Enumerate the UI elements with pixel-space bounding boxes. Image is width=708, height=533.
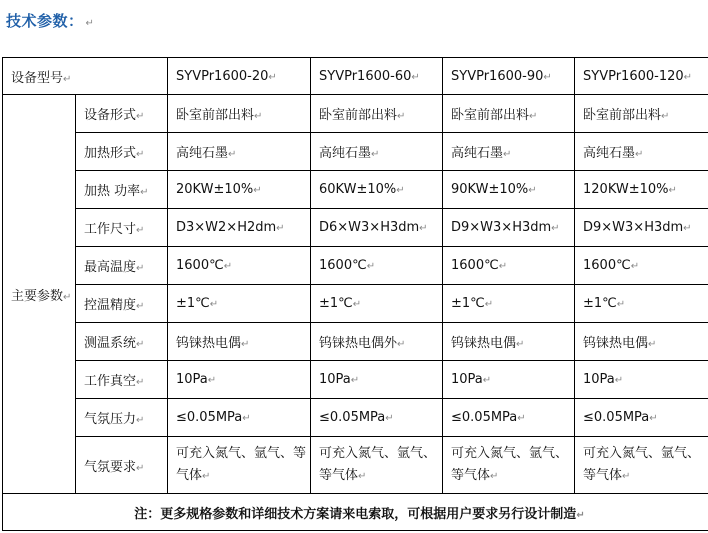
note-cell: 注：更多规格参数和详细技术方案请来电索取，可根据用户要求另行设计制造↵	[3, 494, 708, 531]
param-value-cell: 钨铼热电偶↵	[168, 323, 311, 361]
param-value-cell: 90KW±10%↵	[443, 171, 575, 209]
param-value-cell: ≤0.05MPa↵	[168, 399, 311, 437]
param-value-cell: 钨铼热电偶↵	[575, 323, 708, 361]
param-label-cell: 工作真空↵	[76, 361, 168, 399]
param-value-cell: 10Pa↵	[168, 361, 311, 399]
param-value-cell: 卧室前部出料↵	[443, 95, 575, 133]
param-label-cell: 气氛要求↵	[76, 437, 168, 494]
table-row	[3, 399, 708, 437]
param-value-cell: D6×W3×H3dm↵	[311, 209, 443, 247]
header-label-cell: 设备型号↵	[3, 58, 168, 95]
param-value-cell: 高纯石墨↵	[311, 133, 443, 171]
model-cell: SYVPr1600-20↵	[168, 58, 311, 95]
param-value-cell: 10Pa↵	[575, 361, 708, 399]
param-value-cell: ±1℃↵	[443, 285, 575, 323]
param-value-cell: 120KW±10%↵	[575, 171, 708, 209]
param-label-cell: 测温系统↵	[76, 323, 168, 361]
table-row	[3, 285, 708, 323]
param-value-cell: D3×W2×H2dm↵	[168, 209, 311, 247]
param-value-cell: 1600℃↵	[311, 247, 443, 285]
return-mark: ↵	[85, 18, 95, 29]
param-value-cell: 高纯石墨↵	[575, 133, 708, 171]
param-value-cell: 可充入氮气、氩气、等气体↵	[168, 437, 311, 494]
param-value-cell: ≤0.05MPa↵	[443, 399, 575, 437]
param-value-cell: ±1℃↵	[311, 285, 443, 323]
table-row	[3, 95, 708, 133]
note-row	[3, 494, 708, 531]
param-value-cell: 可充入氮气、氩气、等气体↵	[443, 437, 575, 494]
param-label-cell: 加热形式↵	[76, 133, 168, 171]
model-cell: SYVPr1600-60↵	[311, 58, 443, 95]
param-value-cell: 20KW±10%↵	[168, 171, 311, 209]
table-row	[3, 437, 708, 494]
param-value-cell: ≤0.05MPa↵	[575, 399, 708, 437]
page-title: 技术参数： ↵	[6, 12, 95, 30]
table-row	[3, 361, 708, 399]
table-row	[3, 171, 708, 209]
param-value-cell: 钨铼热电偶外↵	[311, 323, 443, 361]
table-row	[3, 209, 708, 247]
param-value-cell: ±1℃↵	[168, 285, 311, 323]
model-cell: SYVPr1600-120↵	[575, 58, 708, 95]
param-value-cell: 可充入氮气、氩气、等气体↵	[575, 437, 708, 494]
param-value-cell: 卧室前部出料↵	[311, 95, 443, 133]
param-value-cell: D9×W3×H3dm↵	[575, 209, 708, 247]
param-value-cell: 可充入氮气、氩气、等气体↵	[311, 437, 443, 494]
param-value-cell: 10Pa↵	[443, 361, 575, 399]
param-value-cell: 卧室前部出料↵	[575, 95, 708, 133]
param-value-cell: 1600℃↵	[575, 247, 708, 285]
table-row	[3, 133, 708, 171]
param-value-cell: 钨铼热电偶↵	[443, 323, 575, 361]
param-value-cell: ±1℃↵	[575, 285, 708, 323]
param-label-cell: 工作尺寸↵	[76, 209, 168, 247]
header-row	[3, 58, 708, 95]
model-cell: SYVPr1600-90↵	[443, 58, 575, 95]
param-value-cell: ≤0.05MPa↵	[311, 399, 443, 437]
param-value-cell: 高纯石墨↵	[443, 133, 575, 171]
group-label-cell: 主要参数↵	[3, 95, 76, 494]
param-value-cell: 60KW±10%↵	[311, 171, 443, 209]
param-label-cell: 最高温度↵	[76, 247, 168, 285]
table-row	[3, 247, 708, 285]
param-value-cell: 1600℃↵	[443, 247, 575, 285]
table-row	[3, 323, 708, 361]
param-value-cell: 高纯石墨↵	[168, 133, 311, 171]
param-label-cell: 控温精度↵	[76, 285, 168, 323]
spec-table	[2, 57, 708, 531]
param-value-cell: 1600℃↵	[168, 247, 311, 285]
param-label-cell: 加热 功率↵	[76, 171, 168, 209]
param-value-cell: 卧室前部出料↵	[168, 95, 311, 133]
param-value-cell: 10Pa↵	[311, 361, 443, 399]
param-label-cell: 设备形式↵	[76, 95, 168, 133]
param-label-cell: 气氛压力↵	[76, 399, 168, 437]
param-value-cell: D9×W3×H3dm↵	[443, 209, 575, 247]
